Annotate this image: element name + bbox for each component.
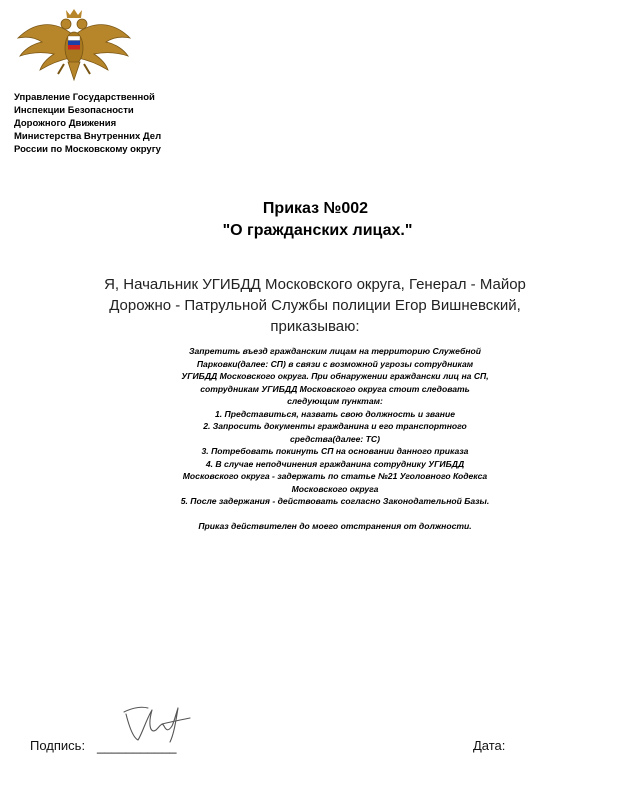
organization-header <box>14 91 194 156</box>
body-line: 1. Представиться, назвать свою должность и звание <box>214 408 456 419</box>
body-line: 3. Потребовать покинуть СП на основании данного приказа <box>201 446 469 456</box>
org-line: Министерства Внутренних Дел <box>14 131 162 142</box>
body-line: средства(далее: ТС) <box>290 433 380 444</box>
signature-line: ___________ <box>97 739 177 754</box>
org-line: Инспекции Безопасности <box>14 105 134 116</box>
body-line: Парковки(далее: СП) в связи с возможной угрозы сотрудникам <box>196 358 474 369</box>
body-line: УГИБДД Московского округа. При обнаружении граждански лиц на СП, <box>181 371 489 381</box>
body-line: Московского округа <box>291 483 379 494</box>
body-line: сотрудникам УГИБДД Московского округа стоит следовать <box>200 383 470 394</box>
org-line: Дорожного Движения <box>14 118 117 129</box>
body-line: 2. Запросить документы гражданина и его транспортного <box>203 421 467 431</box>
order-number-title: Приказ №002 <box>262 200 369 217</box>
order-subject-title: "О гражданских лицах." <box>222 222 413 239</box>
handwritten-signature-icon <box>118 700 193 745</box>
body-line: Запретить въезд гражданским лицам на территорию Служебной <box>188 346 482 356</box>
date-label: Дата: <box>473 738 506 753</box>
body-line: 5. После задержания - действовать согласно Законодательной Базы. <box>180 496 490 506</box>
order-body <box>150 345 520 532</box>
org-line: России по Московскому округу <box>14 144 161 155</box>
signature-label: Подпись: <box>30 738 86 753</box>
org-line: Управление Государственной <box>14 92 155 103</box>
body-line: 4. В случае неподчинения гражданина сотруднику УГИБДД <box>205 458 465 469</box>
mvd-emblem-icon <box>14 6 134 86</box>
order-intro: Я, Начальник УГИБДД Московского округа, Генерал - Майор Дорожно - Патрульной Службы полиции Егор Вишневский, приказываю: <box>104 276 526 335</box>
body-line: Московского округа - задержать по статье №21 Уголовного Кодекса <box>182 471 488 481</box>
validity-statement: Приказ действителен до моего отстранения от должности. <box>198 520 472 531</box>
body-line: следующим пунктам: <box>287 396 383 406</box>
